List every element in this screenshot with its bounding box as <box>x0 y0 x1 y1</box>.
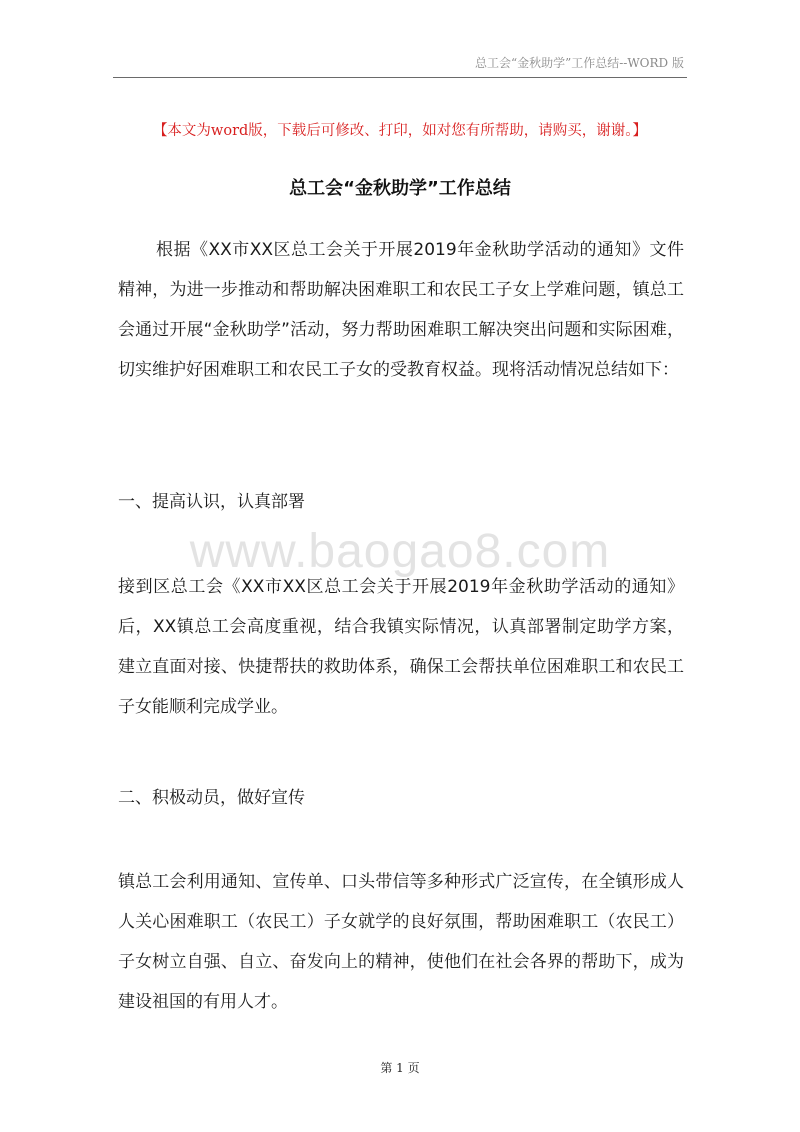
section-1-heading: 一、提高认识，认真部署 <box>118 492 305 512</box>
section-1-body: 接到区总工会《XX市XX区总工会关于开展2019年金秋助学活动的通知》后，XX镇总工会高度重视，结合我镇实际情况，认真部署制定助学方案，建立直面对接、快捷帮扶的救助体系，确保工会帮扶单位困难职工和农民工子女能顺利完成学业。 <box>118 577 684 717</box>
intro-paragraph: 根据《XX市XX区总工会关于开展2019年金秋助学活动的通知》文件精神，为进一步推动和帮助解决困难职工和农民工子女上学难问题，镇总工会通过开展“金秋助学”活动，努力帮助困难职工解决突出问题和实际困难，切实维护好困难职工和农民工子女的受教育权益。现将活动情况总结如下： <box>118 240 684 380</box>
section-2-heading: 二、积极动员，做好宣传 <box>118 788 305 808</box>
page-number: 第 1 页 <box>380 1061 420 1075</box>
header-divider <box>113 77 687 78</box>
document-title: 总工会“金秋助学”工作总结 <box>289 178 511 199</box>
section-2-body: 镇总工会利用通知、宣传单、口头带信等多种形式广泛宣传，在全镇形成人人关心困难职工（农民工）子女就学的良好氛围，帮助困难职工（农民工）子女树立自强、自立、奋发向上的精神，使他们在社会各界的帮助下，成为建设祖国的有用人才。 <box>118 872 684 1012</box>
purchase-notice: 【本文为word版，下载后可修改、打印，如对您有所帮助，请购买，谢谢。】 <box>152 123 648 139</box>
site-watermark: www.baogao8.com <box>189 525 611 578</box>
running-header: 总工会“金秋助学”工作总结--WORD 版 <box>474 56 684 70</box>
